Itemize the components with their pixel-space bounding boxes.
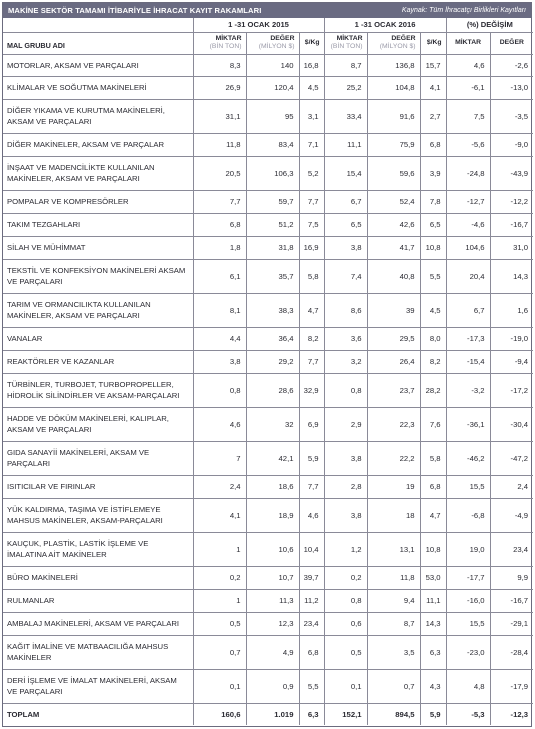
table-row [3,498,533,532]
change-qty-cell: 104,6 [446,236,490,259]
change-qty-cell: -15,4 [446,350,490,373]
perkg-2016-cell: 7,6 [420,407,446,441]
group-name-cell: DİĞER MAKİNELER, AKSAM VE PARÇALAR [3,133,193,156]
change-value-cell: 9,9 [490,566,533,589]
table-row [3,566,533,589]
qty-2015-cell: 2,4 [193,475,246,498]
perkg-2016-cell: 10,8 [420,532,446,566]
group-name-cell: RULMANLAR [3,589,193,612]
qty-2016-cell: 6,7 [324,190,367,213]
change-qty-cell: -23,0 [446,635,490,669]
qty-2016-cell: 0,5 [324,635,367,669]
perkg-2016-cell: 7,8 [420,190,446,213]
perkg-2015-cell: 4,6 [299,498,324,532]
value-2015-cell: 0,9 [246,669,299,703]
qty-2015-cell: 4,6 [193,407,246,441]
qty-2015-cell: 1,8 [193,236,246,259]
perkg-2016-cell: 6,3 [420,635,446,669]
change-qty-cell: -4,6 [446,213,490,236]
value-2015-cell: 140 [246,54,299,76]
group-name-cell: KAĞIT İMALİNE VE MATBAACILIĞA MAHSUS MAKİNELER [3,635,193,669]
perkg-2016-cell: 5,8 [420,441,446,475]
table-row [3,669,533,703]
table-row [3,327,533,350]
perkg-2016-cell: 2,7 [420,99,446,133]
header-value-2016 [367,32,420,54]
change-value-cell: -29,1 [490,612,533,635]
change-value-cell: -13,0 [490,76,533,99]
qty-2016-cell: 0,8 [324,589,367,612]
qty-2016-cell: 3,8 [324,498,367,532]
perkg-2015-cell: 5,8 [299,259,324,293]
value-2015-cell: 29,2 [246,350,299,373]
perkg-2015-cell: 11,2 [299,589,324,612]
value-2016-cell: 19 [367,475,420,498]
value-2015-cell: 11,3 [246,589,299,612]
qty-2015-cell: 0,5 [193,612,246,635]
table-row [3,76,533,99]
change-value-cell: -9,0 [490,133,533,156]
qty-2016-cell: 0,2 [324,566,367,589]
value-2016-cell: 41,7 [367,236,420,259]
perkg-2016-cell: 5,9 [420,703,446,725]
group-name-cell: TÜRBİNLER, TURBOJET, TURBOPROPELLER, HİDROLİK SİLİNDİRLER VE AKSAM-PARÇALARI [3,373,193,407]
group-name-cell: ISITICILAR VE FIRINLAR [3,475,193,498]
change-value-cell: -43,9 [490,156,533,190]
qty-2015-cell: 7 [193,441,246,475]
header-period-2016: 1 -31 OCAK 2016 [324,18,446,32]
value-2015-cell: 38,3 [246,293,299,327]
value-2016-cell: 11,8 [367,566,420,589]
value-2016-cell: 91,6 [367,99,420,133]
header-change-value: DEĞER [490,32,533,54]
qty-2016-cell: 3,8 [324,441,367,475]
table-row [3,190,533,213]
group-name-cell: POMPALAR VE KOMPRESÖRLER [3,190,193,213]
perkg-2016-cell: 6,8 [420,133,446,156]
perkg-2016-cell: 6,8 [420,475,446,498]
header-row-columns [3,32,533,54]
value-2015-cell: 10,7 [246,566,299,589]
value-2016-cell: 23,7 [367,373,420,407]
value-2016-cell: 75,9 [367,133,420,156]
qty-2015-cell: 26,9 [193,76,246,99]
change-value-cell: -16,7 [490,213,533,236]
qty-2016-cell: 25,2 [324,76,367,99]
qty-2015-cell: 160,6 [193,703,246,725]
value-2016-cell: 29,5 [367,327,420,350]
group-name-cell: YÜK KALDIRMA, TAŞIMA VE İSTİFLEMEYE MAHSUS MAKİNELER, AKSAM-PARÇALARI [3,498,193,532]
qty-2016-cell: 6,5 [324,213,367,236]
change-qty-cell: -24,8 [446,156,490,190]
total-row [3,703,533,725]
group-name-cell: TEKSTİL VE KONFEKSİYON MAKİNELERİ AKSAM VE PARÇALARI [3,259,193,293]
change-qty-cell: 19,0 [446,532,490,566]
perkg-2015-cell: 6,3 [299,703,324,725]
change-qty-cell: -3,2 [446,373,490,407]
value-2015-cell: 32 [246,407,299,441]
table-row [3,532,533,566]
value-2015-cell: 31,8 [246,236,299,259]
perkg-2015-cell: 4,7 [299,293,324,327]
qty-2015-cell: 11,8 [193,133,246,156]
change-value-cell: -4,9 [490,498,533,532]
header-group-name: MAL GRUBU ADI [3,32,193,54]
perkg-2016-cell: 15,7 [420,54,446,76]
qty-2016-cell: 33,4 [324,99,367,133]
qty-2015-cell: 6,8 [193,213,246,236]
value-2016-cell: 9,4 [367,589,420,612]
value-label: DEĞER [270,34,295,42]
group-name-cell: DERİ İŞLEME VE İMALAT MAKİNELERİ, AKSAM VE PARÇALARI [3,669,193,703]
qty-2016-cell: 152,1 [324,703,367,725]
perkg-2016-cell: 4,5 [420,293,446,327]
perkg-2016-cell: 53,0 [420,566,446,589]
group-name-cell: BÜRO MAKİNELERİ [3,566,193,589]
table-row [3,407,533,441]
qty-2016-cell: 0,1 [324,669,367,703]
header-blank [3,18,193,32]
qty-2015-cell: 1 [193,532,246,566]
perkg-2015-cell: 10,4 [299,532,324,566]
perkg-2015-cell: 5,2 [299,156,324,190]
qty-2015-cell: 4,1 [193,498,246,532]
change-value-cell: 14,3 [490,259,533,293]
change-qty-cell: 4,6 [446,54,490,76]
qty-unit: (BİN TON) [330,43,363,50]
value-2016-cell: 42,6 [367,213,420,236]
value-2016-cell: 104,8 [367,76,420,99]
qty-2015-cell: 20,5 [193,156,246,190]
table-row [3,99,533,133]
qty-2015-cell: 1 [193,589,246,612]
group-name-cell: MOTORLAR, AKSAM VE PARÇALARI [3,54,193,76]
change-qty-cell: -17,3 [446,327,490,350]
change-value-cell: 23,4 [490,532,533,566]
perkg-2016-cell: 14,3 [420,612,446,635]
value-2015-cell: 18,9 [246,498,299,532]
change-value-cell: -47,2 [490,441,533,475]
qty-2016-cell: 3,6 [324,327,367,350]
qty-2016-cell: 8,6 [324,293,367,327]
value-2016-cell: 26,4 [367,350,420,373]
perkg-2015-cell: 7,5 [299,213,324,236]
value-2016-cell: 8,7 [367,612,420,635]
change-qty-cell: 6,7 [446,293,490,327]
value-2015-cell: 1.019 [246,703,299,725]
change-qty-cell: 20,4 [446,259,490,293]
table-row [3,475,533,498]
qty-2015-cell: 0,7 [193,635,246,669]
qty-2015-cell: 8,3 [193,54,246,76]
qty-2016-cell: 2,8 [324,475,367,498]
perkg-2015-cell: 6,8 [299,635,324,669]
qty-2016-cell: 3,2 [324,350,367,373]
change-value-cell: -17,2 [490,373,533,407]
perkg-2016-cell: 3,9 [420,156,446,190]
table-row [3,213,533,236]
value-2015-cell: 95 [246,99,299,133]
change-value-cell: -30,4 [490,407,533,441]
total-label: TOPLAM [3,703,193,725]
qty-2015-cell: 7,7 [193,190,246,213]
table-row [3,133,533,156]
change-qty-cell: -46,2 [446,441,490,475]
change-value-cell: -3,5 [490,99,533,133]
perkg-2016-cell: 4,3 [420,669,446,703]
change-value-cell: -28,4 [490,635,533,669]
source-note: Kaynak: Tüm İhracatçı Birlikleri Kayıtları [401,7,526,14]
perkg-2016-cell: 4,7 [420,498,446,532]
qty-unit: (BİN TON) [209,43,242,50]
perkg-2016-cell: 6,5 [420,213,446,236]
table-row [3,350,533,373]
change-qty-cell: -16,0 [446,589,490,612]
header-perkg-2015: $/Kg [299,32,324,54]
perkg-2015-cell: 5,5 [299,669,324,703]
qty-2016-cell: 15,4 [324,156,367,190]
value-2015-cell: 35,7 [246,259,299,293]
value-2016-cell: 22,2 [367,441,420,475]
value-2016-cell: 39 [367,293,420,327]
value-2016-cell: 3,5 [367,635,420,669]
table-title: MAKİNE SEKTÖR TAMAMI İTİBARİYLE İHRACAT KAYIT RAKAMLARI [8,6,262,15]
change-qty-cell: -5,6 [446,133,490,156]
change-value-cell: -2,6 [490,54,533,76]
table-row [3,259,533,293]
value-2015-cell: 51,2 [246,213,299,236]
qty-2015-cell: 31,1 [193,99,246,133]
change-value-cell: -9,4 [490,350,533,373]
perkg-2015-cell: 8,2 [299,327,324,350]
group-name-cell: REAKTÖRLER VE KAZANLAR [3,350,193,373]
value-2015-cell: 28,6 [246,373,299,407]
value-label: DEĞER [391,34,416,42]
group-name-cell: SİLAH VE MÜHİMMAT [3,236,193,259]
value-2015-cell: 120,4 [246,76,299,99]
qty-2016-cell: 2,9 [324,407,367,441]
perkg-2015-cell: 39,7 [299,566,324,589]
perkg-2015-cell: 7,7 [299,350,324,373]
table-row [3,54,533,76]
group-name-cell: DİĞER YIKAMA VE KURUTMA MAKİNELERİ, AKSAM VE PARÇALARI [3,99,193,133]
qty-2016-cell: 11,1 [324,133,367,156]
qty-2016-cell: 1,2 [324,532,367,566]
perkg-2016-cell: 4,1 [420,76,446,99]
header-row-periods [3,18,533,32]
qty-2016-cell: 0,6 [324,612,367,635]
perkg-2015-cell: 7,7 [299,190,324,213]
header-change-qty: MİKTAR [446,32,490,54]
change-value-cell: -16,7 [490,589,533,612]
value-2016-cell: 40,8 [367,259,420,293]
value-2016-cell: 59,6 [367,156,420,190]
change-value-cell: -19,0 [490,327,533,350]
qty-2016-cell: 8,7 [324,54,367,76]
header-qty-2015 [193,32,246,54]
qty-2015-cell: 3,8 [193,350,246,373]
value-2015-cell: 59,7 [246,190,299,213]
header-change: (%) DEĞİŞİM [446,18,533,32]
header-perkg-2016: $/Kg [420,32,446,54]
value-2016-cell: 136,8 [367,54,420,76]
perkg-2016-cell: 8,0 [420,327,446,350]
value-2015-cell: 42,1 [246,441,299,475]
group-name-cell: GIDA SANAYİİ MAKİNELERİ, AKSAM VE PARÇALARI [3,441,193,475]
value-2016-cell: 0,7 [367,669,420,703]
export-table [3,18,533,725]
table-row [3,635,533,669]
change-value-cell: -12,3 [510,709,529,719]
qty-2015-cell: 0,1 [193,669,246,703]
value-2016-cell: 52,4 [367,190,420,213]
change-qty-cell: 15,5 [446,475,490,498]
table-row [3,441,533,475]
qty-2016-cell: 7,4 [324,259,367,293]
perkg-2016-cell: 10,8 [420,236,446,259]
value-2015-cell: 10,6 [246,532,299,566]
group-name-cell: İNŞAAT VE MADENCİLİKTE KULLANILAN MAKİNELER, AKSAM VE PARÇALARI [3,156,193,190]
export-table-panel [2,2,532,727]
change-qty-cell: -6,1 [446,76,490,99]
value-2015-cell: 36,4 [246,327,299,350]
qty-2015-cell: 6,1 [193,259,246,293]
change-qty-cell: -17,7 [446,566,490,589]
header-qty-2016 [324,32,367,54]
change-qty-cell: -12,7 [446,190,490,213]
value-2015-cell: 106,3 [246,156,299,190]
change-qty-cell: -5,3 [446,703,490,725]
perkg-2015-cell: 16,8 [299,54,324,76]
group-name-cell: TAKIM TEZGAHLARI [3,213,193,236]
change-value-cell: 2,4 [490,475,533,498]
perkg-2015-cell: 23,4 [299,612,324,635]
group-name-cell: TARIM VE ORMANCILIKTA KULLANILAN MAKİNELER, AKSAM VE PARÇALARI [3,293,193,327]
qty-2015-cell: 4,4 [193,327,246,350]
perkg-2016-cell: 5,5 [420,259,446,293]
value-2016-cell: 13,1 [367,532,420,566]
group-name-cell: AMBALAJ MAKİNELERİ, AKSAM VE PARÇALARI [3,612,193,635]
qty-2015-cell: 0,2 [193,566,246,589]
change-qty-cell: -6,8 [446,498,490,532]
table-row [3,373,533,407]
qty-2015-cell: 8,1 [193,293,246,327]
qty-2016-cell: 3,8 [324,236,367,259]
group-name-cell: KAUÇUK, PLASTİK, LASTİK İŞLEME VE İMALATINA AİT MAKİNELER [3,532,193,566]
change-value-cell: 31,0 [490,236,533,259]
perkg-2016-cell: 28,2 [420,373,446,407]
table-row [3,236,533,259]
perkg-2015-cell: 32,9 [299,373,324,407]
change-qty-cell: 7,5 [446,99,490,133]
value-2016-cell: 894,5 [367,703,420,725]
value-unit: (MİLYON $) [258,43,295,50]
value-2016-cell: 22,3 [367,407,420,441]
value-2015-cell: 4,9 [246,635,299,669]
value-2015-cell: 18,6 [246,475,299,498]
table-row [3,589,533,612]
title-bar [3,3,531,18]
header-period-2015: 1 -31 OCAK 2015 [193,18,324,32]
table-row [3,156,533,190]
perkg-2015-cell: 4,5 [299,76,324,99]
value-2016-cell: 18 [367,498,420,532]
perkg-2015-cell: 3,1 [299,99,324,133]
group-name-cell: HADDE VE DÖKÜM MAKİNELERİ, KALIPLAR, AKSAM VE PARÇALARI [3,407,193,441]
perkg-2015-cell: 7,7 [299,475,324,498]
perkg-2015-cell: 7,1 [299,133,324,156]
qty-2015-cell: 0,8 [193,373,246,407]
change-value-cell: -12,2 [490,190,533,213]
header-value-2015 [246,32,299,54]
qty-label: MİKTAR [215,34,242,42]
group-name-cell: VANALAR [3,327,193,350]
value-2015-cell: 83,4 [246,133,299,156]
group-name-cell: KLİMALAR VE SOĞUTMA MAKİNELERİ [3,76,193,99]
perkg-2015-cell: 5,9 [299,441,324,475]
change-qty-cell: 4,8 [446,669,490,703]
perkg-2016-cell: 8,2 [420,350,446,373]
change-qty-cell: -36,1 [446,407,490,441]
change-value-cell: -17,9 [490,669,533,703]
value-2015-cell: 12,3 [246,612,299,635]
table-row [3,293,533,327]
qty-label: MİKTAR [336,34,363,42]
value-unit: (MİLYON $) [379,43,416,50]
perkg-2016-cell: 11,1 [420,589,446,612]
change-qty-cell: 15,5 [446,612,490,635]
change-value-cell: 1,6 [490,293,533,327]
perkg-2015-cell: 6,9 [299,407,324,441]
perkg-2015-cell: 16,9 [299,236,324,259]
qty-2016-cell: 0,8 [324,373,367,407]
table-row [3,612,533,635]
